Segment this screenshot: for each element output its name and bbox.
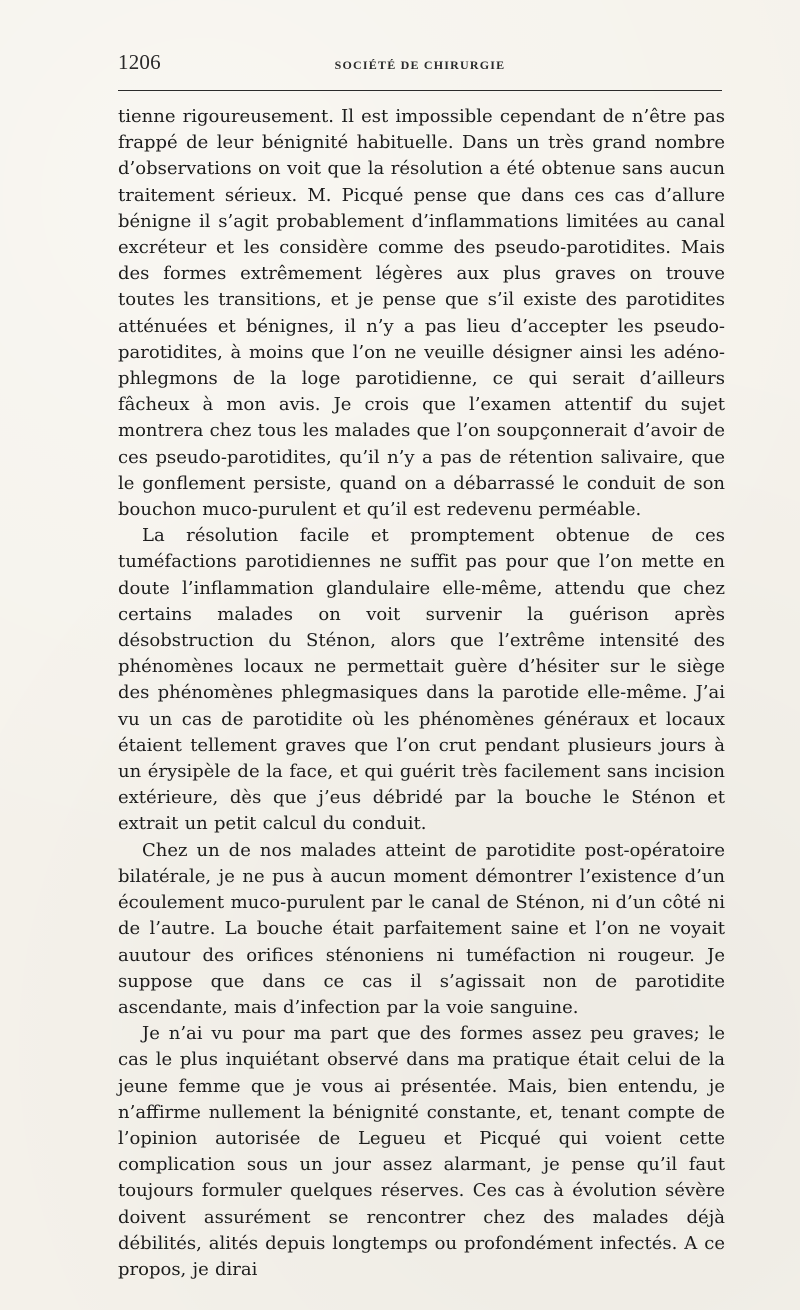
- paragraph-2: La résolution facile et promptement obtenue de ces tuméfactions parotidiennes ne suffit pas pour que l’on mette en doute l’inflammation glandulaire elle-même, attendu que chez certains malades on voit survenir la guérison après désobstruction du Sténon, alors que l’extrême intensité des phénomènes locaux ne permettait guère d’hésiter sur le siège des phénomènes phlegmasiques dans la parotide elle-même. J’ai vu un cas de parotidite où les phénomènes généraux et locaux étaient tellement graves que l’on crut pendant plusieurs jours à un érysipèle de la face, et qui guérit très facilement sans incision extérieure, dès que j’eus débridé par la bouche le Sténon et extrait un petit calcul du conduit.: [118, 525, 725, 835]
- paragraph-4: Je n’ai vu pour ma part que des formes assez peu graves; le cas le plus inquiétant observé dans ma pratique était celui de la jeune femme que je vous ai présentée. Mais, bien entendu, je n’affirme nullement la bénignité constante, et, tenant compte de l’opinion autorisée de Legueu et Picqué qui voient cette complication sous un jour assez alarmant, je pense qu’il faut toujours formuler quelques réserves. Ces cas à évolution sévère doivent assurément se rencontrer chez des malades déjà débilités, alités depuis longtemps ou profondément infectés. A ce propos, je dirai: [118, 1023, 725, 1280]
- paragraph-3: Chez un de nos malades atteint de parotidite post-opératoire bilatérale, je ne pus à aucun moment démontrer l’existence d’un écoulement muco-purulent par le canal de Sténon, ni d’un côté ni de l’autre. La bouche était parfaitement saine et l’on ne voyait auutour des orifices sténoniens ni tuméfaction ni rougeur. Je suppose que dans ce cas il s’agissait non de parotidite ascendante, mais d’infection par la voie sanguine.: [118, 839, 725, 1018]
- page-header: [118, 50, 722, 80]
- article-body: [118, 104, 725, 1283]
- running-head: SOCIÉTÉ DE CHIRURGIE: [334, 58, 506, 72]
- paragraph-1: tienne rigoureusement. Il est impossible cependant de n’être pas frappé de leur bénignité habituelle. Dans un très grand nombre d’observations on voit que la résolution a été obtenue sans aucun traitement sérieux. M. Picqué pense que dans ces cas d’allure bénigne il s’agit probablement d’inflammations limitées au canal excréteur et les considère comme des pseudo-parotidites. Mais des formes extrêmement légères aux plus graves on trouve toutes les transitions, et je pense que s’il existe des parotidites atténuées et bénignes, il n’y a pas lieu d’accepter les pseudo-parotidites, à moins que l’on ne veuille désigner ainsi les adéno-phlegmons de la loge parotidienne, ce qui serait d’ailleurs fâcheux à mon avis. Je crois que l’examen attentif du sujet montrera chez tous les malades que l’on soupçonnerait d’avoir de ces pseudo-parotidites, qu’il n’y a pas de rétention salivaire, que le gonflement persiste, quand on a débarrassé le conduit de son bouchon muco-purulent et qu’il est redevenu perméable.: [118, 106, 725, 521]
- header-divider: [118, 90, 722, 91]
- page-number: 1206: [118, 50, 161, 74]
